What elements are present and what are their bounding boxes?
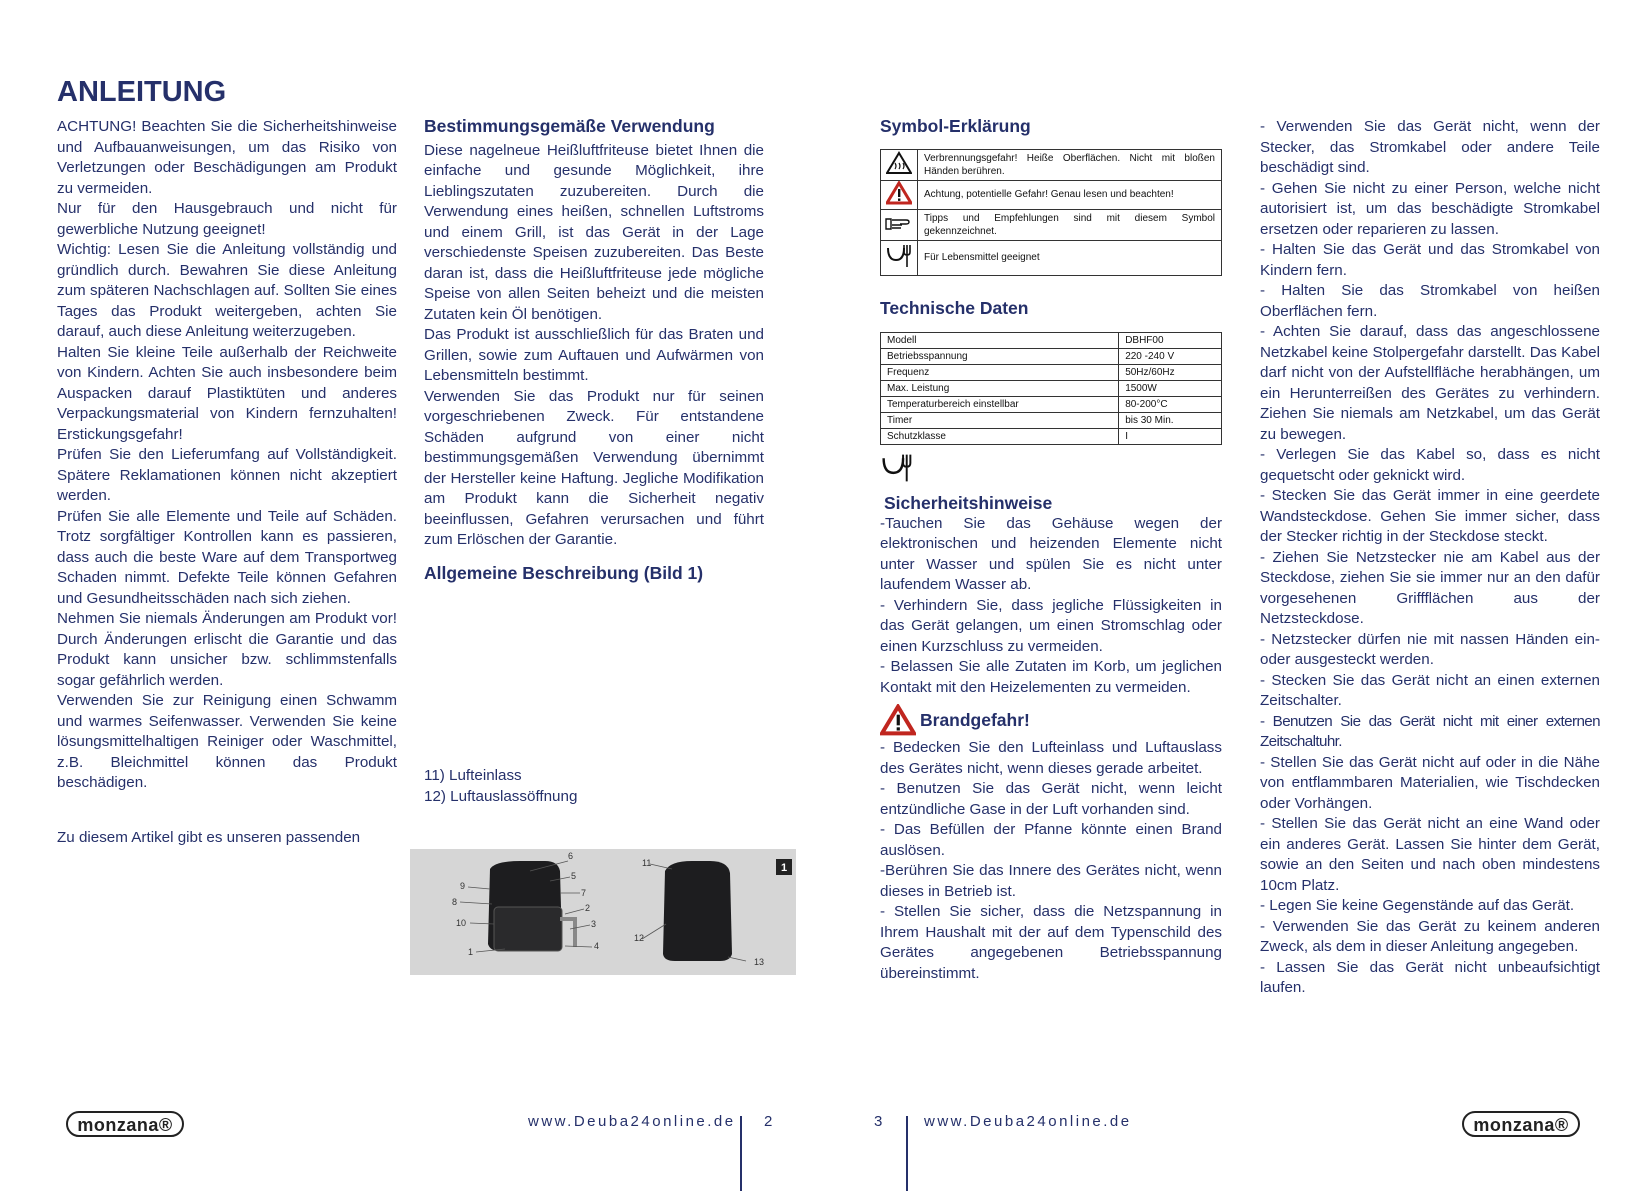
fryer-basket — [494, 907, 562, 951]
food-safe-icon — [880, 451, 1222, 487]
list-item: - Halten Sie das Gerät und das Stromkabel von Kindern fern. — [1260, 241, 1600, 279]
list-item: - Gehen Sie nicht zu einer Person, welche nicht autorisiert ist, um das beschädigte Stromkabel ersetzen oder reparieren zu lassen. — [1260, 179, 1600, 238]
paragraph: Wichtig: Lesen Sie die Anleitung vollständig und gründlich durch. Bewahren Sie diese Anleitung zum späteren Nachschlagen auf. Sollten Sie eines Tages das Produkt weitergeben, achten Sie darauf, auch diese Anleitung weiterzugeben. — [57, 241, 397, 340]
fire-heading — [880, 704, 1222, 736]
tech-value: DBHF00 — [1119, 333, 1222, 349]
left-column — [57, 117, 397, 794]
table-row — [881, 365, 1222, 381]
symbol-text: Verbrennungsgefahr! Heiße Oberflächen. Nicht mit bloßen Händen berühren. — [918, 149, 1222, 180]
symbol-heading: Symbol-Erklärung — [880, 116, 1031, 136]
list-item: - Netzstecker dürfen nie mit nassen Händen ein- oder ausgesteckt werden. — [1260, 630, 1600, 668]
list-item: - Achten Sie darauf, dass das angeschlossene Netzkabel keine Stolpergefahr darstellt. Das Kabel darf nicht von der Aufstellfläche herabhängen, um ein Herunterreißen des Gerätes zu verhindern. Ziehen Sie niemals am Netzkabel, um das Gerät zu bewegen. — [1260, 323, 1600, 443]
table-row — [881, 180, 1222, 209]
warning-icon — [881, 180, 918, 209]
footer-divider — [740, 1116, 742, 1191]
fire-heading-text: Brandgefahr! — [920, 709, 1030, 730]
brand-logo: monzana® — [66, 1111, 184, 1137]
fryer-body-closed — [663, 861, 732, 961]
symbol-text: Achtung, potentielle Gefahr! Genau lesen und beachten! — [918, 180, 1222, 209]
brand-logo: monzana® — [1462, 1111, 1580, 1137]
tech-table — [880, 332, 1222, 445]
safety-column — [1260, 117, 1600, 999]
usage-heading: Bestimmungsgemäße Verwendung — [424, 116, 715, 136]
figure-number: 13 — [754, 957, 765, 967]
airfryer-figure — [410, 849, 796, 975]
paragraph: Halten Sie kleine Teile außerhalb der Reichweite von Kindern. Achten Sie auch insbesondere beim Auspacken darauf Plastiktüten und anderes Verpackungsmaterial von Kindern fernzuhalten! Erstickungsgefahr! — [57, 343, 397, 443]
table-row — [881, 209, 1222, 240]
figure-number: 12 — [634, 933, 645, 943]
paragraph: - Verhindern Sie, dass jegliche Flüssigkeiten in das Gerät gelangen, um einen Stromschlag oder einen Kurzschluss zu vermeiden. — [880, 596, 1222, 655]
tech-key: Betriebsspannung — [881, 349, 1119, 365]
hot-surface-icon — [881, 149, 918, 180]
figure-number: 11 — [642, 858, 652, 868]
table-row — [881, 240, 1222, 275]
tech-key: Max. Leistung — [881, 381, 1119, 397]
list-item: - Verwenden Sie das Gerät zu keinem anderen Zweck, als dem in dieser Anleitung angegeben. — [1260, 917, 1600, 955]
paragraph: Nehmen Sie niemals Änderungen am Produkt vor! Durch Änderungen erlischt die Garantie und das Produkt kann unsicher bzw. schlimmstenfalls sogar gefährlich werden. — [57, 610, 397, 689]
food-safe-icon — [881, 240, 918, 275]
table-row — [881, 333, 1222, 349]
paragraph: Prüfen Sie alle Elemente und Teile auf Schäden. Trotz sorgfältiger Kontrollen kann es passieren, dass auch die beste Ware auf dem Transportweg Schaden nimmt. Defekte Teile können Gefahren und Gesundheitsschäden nach sich ziehen. — [57, 507, 397, 607]
paragraph: Zu diesem Artikel gibt es unseren passenden — [57, 829, 361, 846]
table-row — [881, 397, 1222, 413]
table-row — [881, 413, 1222, 429]
tech-key: Schutzklasse — [881, 429, 1119, 445]
tech-key: Timer — [881, 413, 1119, 429]
symbol-text: Für Lebensmittel geeignet — [918, 240, 1222, 275]
footer-url-left[interactable]: www.Deuba24online.de — [528, 1113, 736, 1130]
list-item: 11) Lufteinlass — [424, 767, 522, 784]
table-row — [881, 349, 1222, 365]
page-title: ANLEITUNG — [57, 76, 227, 108]
paragraph: ACHTUNG! Beachten Sie die Sicherheitshinweise und Aufbauanweisungen, um das Risiko von Verletzungen oder Beschädigungen am Produkt zu vermeiden. — [57, 118, 397, 197]
figure-number: 3 — [591, 919, 597, 929]
paragraph: - Stellen Sie sicher, dass die Netzspannung in Ihrem Haushalt mit der auf dem Typenschild des Gerätes angegebenen Betriebsspannung übereinstimmt. — [880, 903, 1222, 982]
footer-url-right[interactable]: www.Deuba24online.de — [924, 1113, 1132, 1130]
paragraph: - Belassen Sie alle Zutaten im Korb, um jeglichen Kontakt mit den Heizelementen zu vermeiden. — [880, 658, 1222, 696]
tech-key: Frequenz — [881, 365, 1119, 381]
figure-label: 1 — [781, 862, 788, 874]
table-row — [881, 429, 1222, 445]
tech-value: bis 30 Min. — [1119, 413, 1222, 429]
list-item: - Verwenden Sie das Gerät nicht, wenn der Stecker, das Stromkabel oder andere Teile beschädigt sind. — [1260, 118, 1600, 176]
figure-number: 10 — [456, 918, 467, 928]
figure-number: 4 — [594, 941, 600, 951]
description-heading: Allgemeine Beschreibung (Bild 1) — [424, 562, 704, 583]
table-row — [881, 381, 1222, 397]
figure-number: 8 — [452, 897, 458, 907]
list-item: - Ziehen Sie Netzstecker nie am Kabel aus der Steckdose, ziehen Sie sie immer nur an den dafür vorgesehenen Griffflächen aus der Netzsteckdose. — [1260, 548, 1600, 627]
tech-heading: Technische Daten — [880, 297, 1029, 318]
paragraph: Verwenden Sie zur Reinigung einen Schwamm und warmes Seifenwasser. Verwenden Sie keine lösungsmittelhaltigen Reiniger oder Waschmittel, z.B. Bleichmittel können das Produkt beschädigen. — [57, 692, 397, 791]
list-item: - Stellen Sie das Gerät nicht an eine Wand oder ein anderes Gerät. Lassen Sie hinter dem Gerät, sowie an den Seiten und nach oben mindestens 10cm Platz. — [1260, 815, 1600, 894]
page-number-right: 3 — [874, 1113, 883, 1130]
paragraph: Das Produkt ist ausschließlich für das Braten und Grillen, sowie zum Auftauen und Aufwärmen von Lebensmitteln bestimmt. — [424, 326, 764, 384]
paragraph: -Berühren Sie das Innere des Gerätes nicht, wenn dieses in Betrieb ist. — [880, 862, 1222, 900]
symbol-column — [880, 116, 1222, 984]
paragraph: Verwenden Sie das Produkt nur für seinen vorgeschriebenen Zweck. Für entstandene Schäden aufgrund von einer nicht bestimmungsgemäßen Verwendung übernimmt der Hersteller keine Haftung. Jegliche Modifikation am Produkt kann die Sicherheit negativ beeinflussen, Gefahren verursachen und führt zum Erlöschen der Garantie. — [424, 387, 764, 548]
symbol-text: Tipps und Empfehlungen sind mit diesem Symbol gekennzeichnet. — [918, 209, 1222, 240]
list-item: - Stecken Sie das Gerät immer in eine geerdete Wandsteckdose. Gehen Sie immer sicher, dass der Stecker richtig in der Steckdose steckt. — [1260, 487, 1600, 545]
tech-value: 50Hz/60Hz — [1119, 365, 1222, 381]
pointing-hand-icon — [881, 209, 918, 240]
tech-value: 1500W — [1119, 381, 1222, 397]
list-item: - Lassen Sie das Gerät nicht unbeaufsichtigt laufen. — [1260, 958, 1600, 996]
tech-key: Modell — [881, 333, 1119, 349]
paragraph: Prüfen Sie den Lieferumfang auf Vollständigkeit. Spätere Reklamationen können nicht akzeptiert werden. — [57, 446, 397, 504]
symbol-table — [880, 149, 1222, 276]
figure-number: 9 — [460, 881, 466, 891]
safety-heading: Sicherheitshinweise — [884, 493, 1053, 513]
parts-list — [424, 766, 764, 807]
paragraph: Nur für den Hausgebrauch und nicht für gewerbliche Nutzung geeignet! — [57, 200, 397, 238]
list-item: - Stellen Sie das Gerät nicht auf oder in die Nähe von entflammbaren Materialien, wie Tischdecken oder Vorhängen. — [1260, 753, 1600, 812]
list-item: 12) Luftauslassöffnung — [424, 787, 578, 805]
left-bottom-text — [57, 828, 397, 849]
list-item: - Stecken Sie das Gerät nicht an einen externen Zeitschalter. — [1260, 671, 1600, 709]
table-row — [881, 149, 1222, 180]
tech-value: I — [1119, 429, 1222, 445]
tech-value: 80-200°C — [1119, 397, 1222, 413]
list-item: - Legen Sie keine Gegenstände auf das Gerät. — [1260, 897, 1575, 914]
paragraph: - Das Befüllen der Pfanne könnte einen Brand auslösen. — [880, 821, 1222, 859]
tech-key: Temperaturbereich einstellbar — [881, 397, 1119, 413]
airfryer-illustration — [410, 849, 796, 975]
footer-divider — [906, 1116, 908, 1191]
list-item: - Halten Sie das Stromkabel von heißen Oberflächen fern. — [1260, 282, 1600, 320]
figure-number: 7 — [581, 888, 587, 898]
figure-number: 1 — [468, 947, 474, 957]
paragraph: -Tauchen Sie das Gehäuse wegen der elektronischen und heizenden Elemente nicht unter Wasser und spülen Sie es nicht unter laufendem Wasser ab. — [880, 514, 1222, 593]
figure-number: 6 — [568, 851, 574, 861]
page-number-left: 2 — [764, 1113, 773, 1130]
figure-number: 2 — [585, 903, 591, 913]
list-item: - Verlegen Sie das Kabel so, dass es nicht gequetscht oder geknickt wird. — [1260, 446, 1600, 484]
paragraph: Diese nagelneue Heißluftfriteuse bietet Ihnen die einfache und gesunde Möglichkeit, ihre Lieblingszutaten zuzubereiten. Durch die Verwendung eines heißen, schnellen Luftstroms und einem Grill, ist das Gerät in der Lage verschiedenste Speisen zuzubereiten. Das Beste daran ist, dass die Heißluftfriteuse jede mögliche Speise von allen Seiten beheizt und die meisten Zutaten kein Öl benötigen. — [424, 141, 764, 323]
paragraph: - Bedecken Sie den Lufteinlass und Luftauslass des Gerätes nicht, wenn dieses gerade arbeitet. — [880, 739, 1222, 777]
usage-column — [424, 116, 764, 587]
paragraph: - Benutzen Sie das Gerät nicht, wenn leicht entzündliche Gase in der Luft vorhanden sind. — [880, 780, 1222, 818]
list-item: - Benutzen Sie das Gerät nicht mit einer externen Zeitschaltuhr. — [1260, 712, 1600, 750]
warning-icon — [880, 704, 916, 736]
figure-number: 5 — [571, 871, 577, 881]
tech-value: 220 -240 V — [1119, 349, 1222, 365]
